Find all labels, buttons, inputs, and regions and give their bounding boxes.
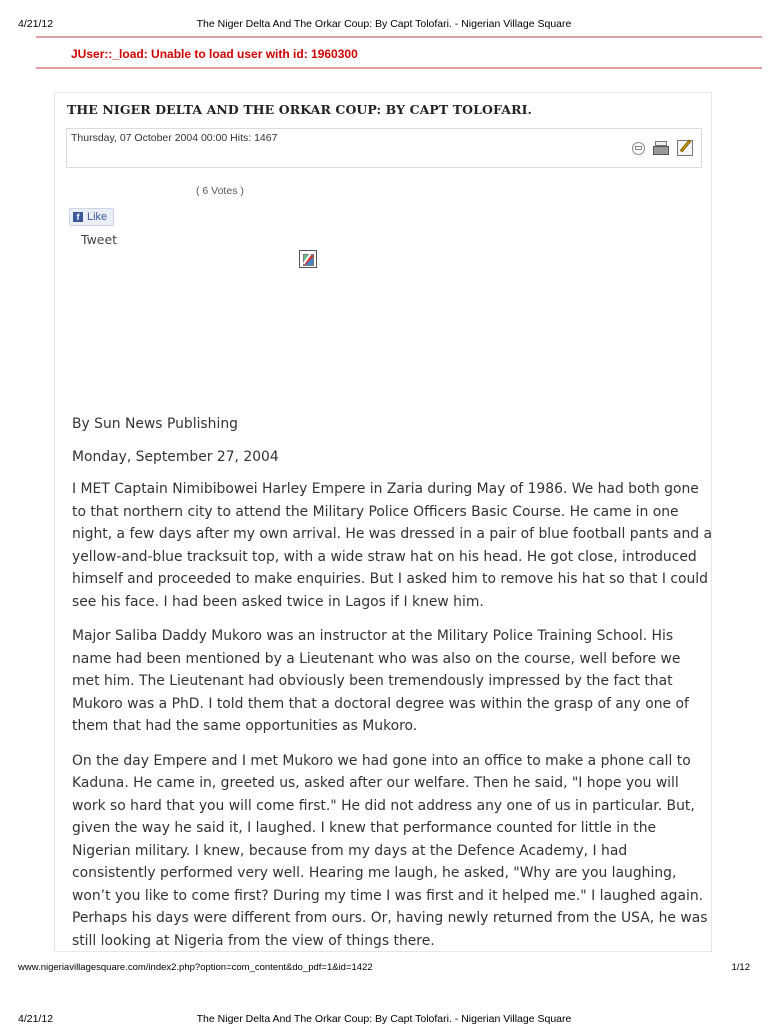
- article-title: THE NIGER DELTA AND THE ORKAR COUP: BY CAPT TOLOFARI.: [67, 102, 532, 117]
- article-date: Monday, September 27, 2004: [72, 448, 279, 465]
- error-message: JUser::_load: Unable to load user with id: 1960300: [71, 47, 358, 61]
- article-byline: By Sun News Publishing: [72, 416, 238, 432]
- article-meta-box: [66, 128, 702, 168]
- vote-count: ( 6 Votes ): [196, 185, 244, 197]
- facebook-like-button[interactable]: [69, 208, 114, 226]
- print-icon[interactable]: [653, 140, 669, 156]
- print-date: 4/21/12: [18, 18, 54, 30]
- print-page-title: The Niger Delta And The Orkar Coup: By Capt Tolofari. - Nigerian Village Square: [196, 18, 572, 30]
- next-page-date: 4/21/12: [18, 1013, 54, 1025]
- error-message-box: [36, 36, 762, 69]
- article-paragraph: I MET Captain Nimibibowei Harley Empere in Zaria during May of 1986. We had both gone to that northern city to attend the Military Police Officers Basic Course. He came in one night, a few days after my own arrival. He was dressed in a pair of blue football pants and a yellow-and-blue tracksuit top, with a wide straw hat on his head. He got close, introduced himself and proceeded to make enquiries. But I asked him to remove his hat so that I could see his face. I had been asked twice in Lagos if I knew him.: [72, 481, 713, 610]
- print-url: www.nigeriavillagesquare.com/index2.php?option=com_content&do_pdf=1&id=1422: [18, 962, 373, 973]
- like-label: Like: [87, 211, 108, 223]
- article-meta: Thursday, 07 October 2004 00:00 Hits: 1467: [71, 132, 278, 144]
- article-paragraph: Major Saliba Daddy Mukoro was an instructor at the Military Police Training School. His name had been mentioned by a Lieutenant who was also on the course, well before we met him. The Lieutenant had obviously been tremendously impressed by the fact that Mukoro was a PhD. I told them that a doctoral degree was within the grasp of any one of them that had the same opportunities as Mukoro.: [72, 628, 689, 734]
- facebook-icon: f: [73, 212, 83, 222]
- page-number: 1/12: [731, 962, 750, 973]
- next-page-title: The Niger Delta And The Orkar Coup: By Capt Tolofari. - Nigerian Village Square: [196, 1013, 572, 1025]
- article-body: [72, 413, 712, 964]
- article-paragraph: On the day Empere and I met Mukoro we had gone into an office to make a phone call to Kaduna. He came in, greeted us, asked after our welfare. Then he said, "I hope you will work so hard that you will come first." He did not address any one of us in particular. But, given the way he said it, I laughed. I knew that performance counted for little in the Nigerian military. I knew, because from my days at the Defence Academy, I had consistently performed very well. Hearing me laugh, he asked, "Why are you laughing, won’t you like to come first? During my time I was first and it helped me." I laughed again. Perhaps his days were different from ours. Or, having newly returned from the USA, he was still looking at Nigeria from the view of things there.: [72, 752, 708, 949]
- broken-image-icon: [299, 250, 317, 268]
- edit-icon[interactable]: [677, 140, 693, 156]
- article-actions: [632, 140, 693, 156]
- tweet-button[interactable]: Tweet: [81, 232, 118, 247]
- email-icon[interactable]: [632, 142, 645, 155]
